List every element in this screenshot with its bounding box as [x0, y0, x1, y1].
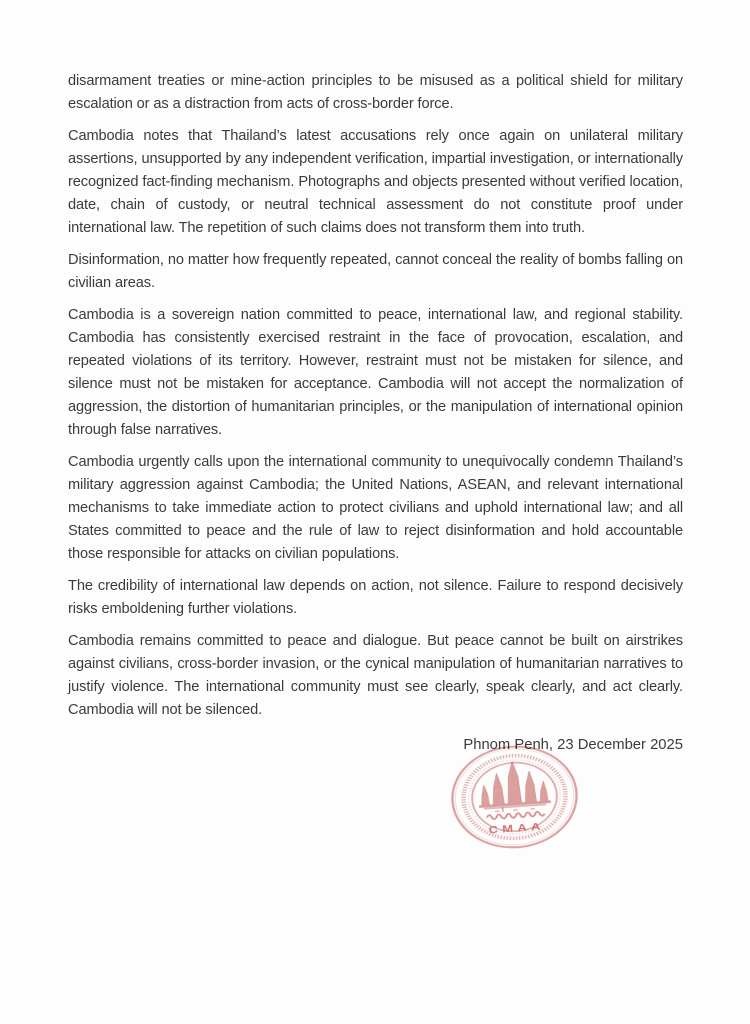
angkor-towers-icon — [476, 759, 550, 810]
paragraph-sovereign-nation: Cambodia is a sovereign nation committed to peace, international law, and regional stability. Cambodia has consistently exercised restraint in the face of provocation, escalation, and repeated violations of its territory. However, restraint must not be mistaken for silence, and silence must not be mistaken for acceptance. Cambodia will not accept the normalization of aggression, the distortion of humanitarian principles, or the manipulation of international opinion through false narratives. — [68, 307, 683, 438]
paragraph-call-to-international-community: Cambodia urgently calls upon the international community to unequivocally condemn Thailand’s military aggression against Cambodia; the United Nations, ASEAN, and relevant international mechanisms to take immediate action to protect civilians and uphold international law; and all States committed to peace and the rule of law to reject disinformation and hold accountable those responsible for attacks on civilian populations. — [68, 454, 683, 562]
paragraph-closing: Cambodia remains committed to peace and dialogue. But peace cannot be built on airstrikes against civilians, cross-border invasion, or the cynical manipulation of humanitarian narratives to justify violence. The international community must see clearly, speak clearly, and act clearly. Cambodia will not be silenced. — [68, 633, 683, 718]
paragraph-accusations: Cambodia notes that Thailand’s latest accusations rely once again on unilateral military assertions, unsupported by any independent verification, impartial investigation, or internationally recognized fact-finding mechanism. Photographs and objects presented without verified location, date, chain of custody, or neutral technical assessment do not constitute proof under international law. The repetition of such claims does not transform them into truth. — [68, 128, 683, 236]
paragraph-continuation: disarmament treaties or mine-action principles to be misused as a political shield for military escalation or as a distraction from acts of cross-border force. — [68, 73, 683, 112]
cmaa-official-seal-stamp — [445, 740, 583, 855]
dateline: Phnom Penh, 23 December 2025 — [463, 737, 683, 753]
stamp-cmaa-label: CMAA — [488, 819, 546, 836]
paragraph-credibility: The credibility of international law depends on action, not silence. Failure to respond decisively risks emboldening further violations. — [68, 578, 683, 617]
paragraph-disinformation: Disinformation, no matter how frequently repeated, cannot conceal the reality of bombs falling on civilian areas. — [68, 252, 683, 291]
statement-body — [68, 70, 683, 756]
